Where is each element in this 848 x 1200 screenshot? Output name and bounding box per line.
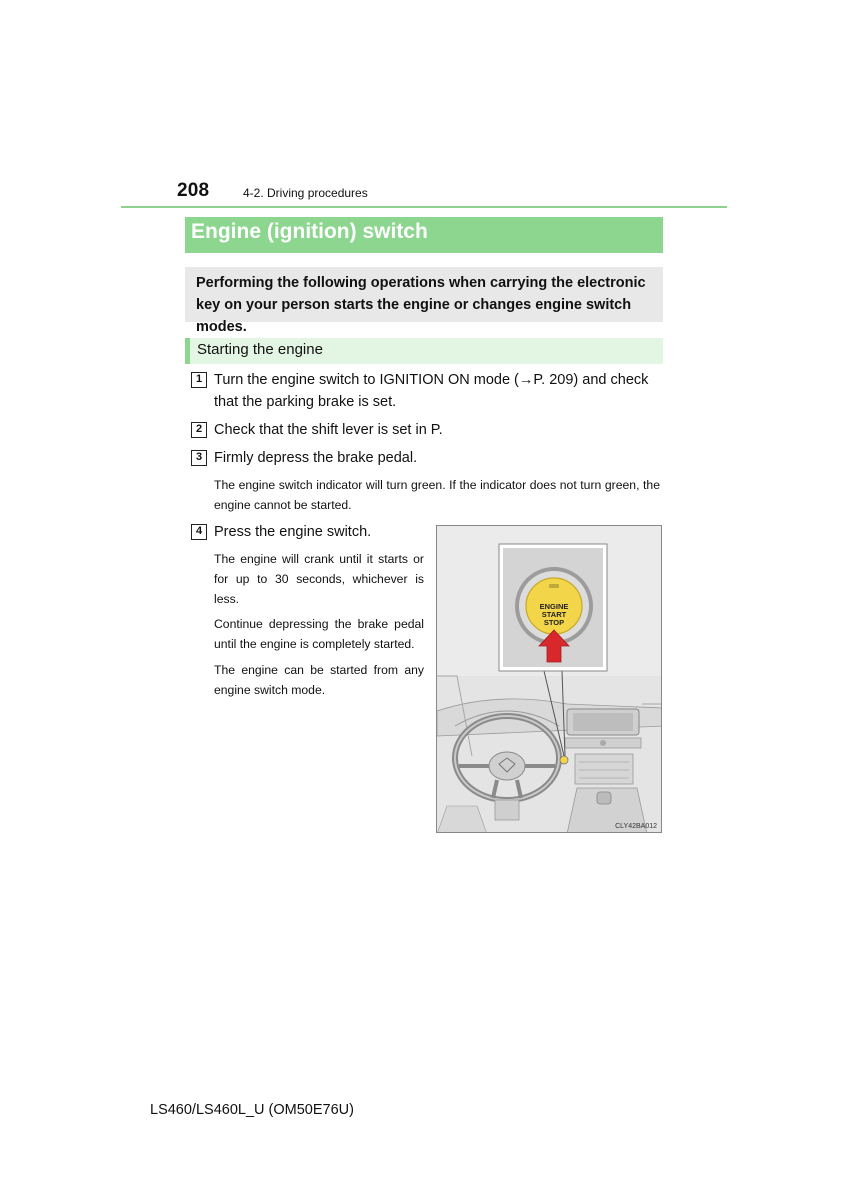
step-4-text: Press the engine switch.	[214, 524, 372, 540]
step-4-note-3: The engine can be started from any engine switch mode.	[214, 663, 424, 697]
intro-box	[185, 267, 663, 335]
intro-text: Performing the following operations when carrying the electronic key on your person starts the engine or changes engine switch modes.	[196, 275, 646, 335]
step-3-text: Firmly depress the brake pedal.	[214, 450, 418, 466]
section-title-bar	[185, 217, 663, 253]
manual-footer: LS460/LS460L_U (OM50E76U)	[150, 1102, 354, 1118]
step-4-note-1: The engine will crank until it starts or for up to 30 seconds, whichever is less.	[214, 552, 424, 606]
engine-button-label-3: STOP	[543, 618, 565, 627]
subheading: Starting the engine	[197, 341, 323, 358]
engine-switch-illustration	[436, 525, 662, 833]
step-1-text: Turn the engine switch to IGNITION ON mode (→P. 209) and check that the parking brake is set.	[214, 372, 649, 410]
page-title: Engine (ignition) switch	[191, 220, 428, 243]
step-2-text: Check that the shift lever is set in P.	[214, 422, 443, 438]
engine-button-label-2: START	[541, 610, 567, 619]
step-number-4: 4	[191, 524, 207, 540]
engine-button-label-1: ENGINE	[539, 602, 569, 611]
step-4-note-2: Continue depressing the brake pedal until the engine is completely started.	[214, 617, 424, 651]
dashboard-drawing	[437, 526, 662, 833]
step-3-note: The engine switch indicator will turn green. If the indicator does not turn green, the engine cannot be started.	[214, 478, 660, 512]
page-number: 208	[177, 180, 210, 201]
figure-code: CLY42BA012	[615, 823, 657, 830]
section-breadcrumb: 4-2. Driving procedures	[243, 186, 368, 200]
header-rule	[121, 206, 727, 208]
subheading-bar	[185, 338, 663, 364]
step-number-1: 1	[191, 372, 207, 388]
step-number-2: 2	[191, 422, 207, 438]
step-number-3: 3	[191, 450, 207, 466]
